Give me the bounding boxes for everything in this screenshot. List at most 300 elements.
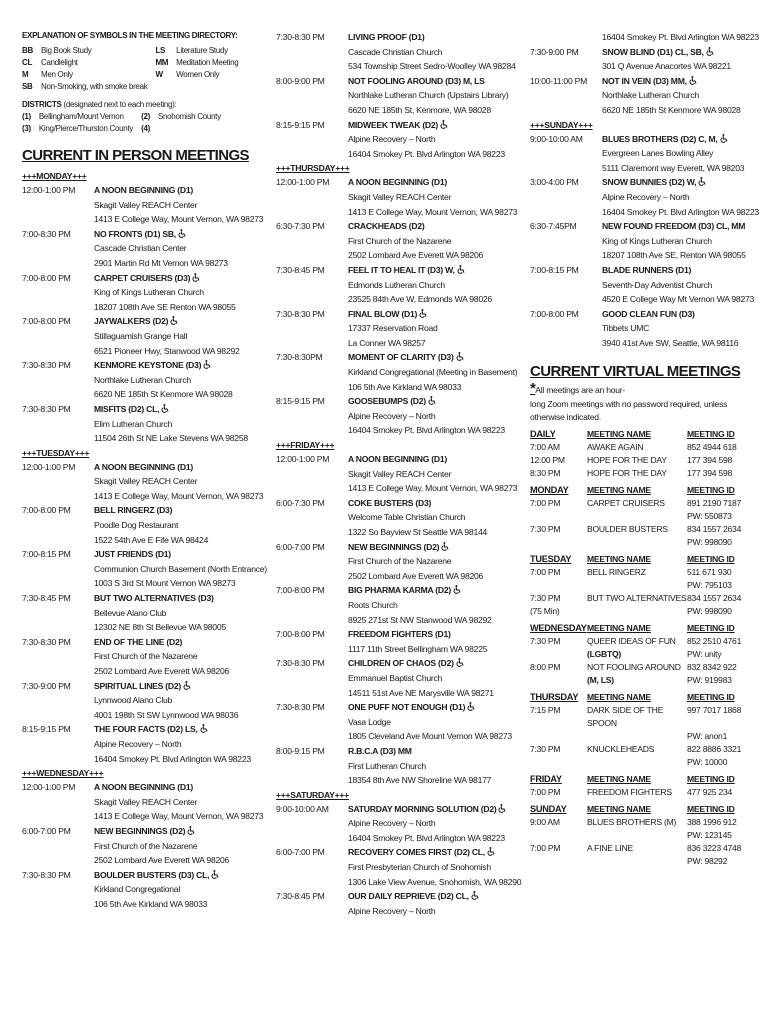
meeting-time: 12:00-1:00 PM [276,454,330,465]
meeting-list-col3 [530,30,759,350]
meeting-address-line: Kirkland Congregational [94,884,180,895]
virtual-note-inline: All meetings are an hour- [535,385,626,396]
legend-code-text: CL [22,58,33,67]
virtual-col-name-header: MEETING NAME [587,485,651,496]
meeting-address-line: Alpine Recovery – North [602,191,690,202]
meeting-details [602,175,759,219]
meeting-time: 7:00-8:15 PM [22,549,71,560]
meeting-entry [22,460,264,504]
meeting-address-line: 1522 54th Ave E Fife WA 98424 [94,534,209,545]
meeting-name-text: SPIRITUAL LINES (D2) [94,680,181,691]
legend-desc: Non-Smoking, with smoke break [40,82,148,91]
districts-heading: DISTRICTS [22,100,62,109]
virtual-col-id-header: MEETING ID [687,554,735,565]
virtual-meeting-row [530,523,755,536]
virtual-id: PW: anon1 [687,731,728,742]
virtual-id: PW: 919983 [687,675,732,686]
meeting-details [348,74,516,118]
meeting-time: 7:30-8:30 PM [22,360,71,371]
virtual-meeting-row [530,579,755,592]
meeting-name-text: NOT IN VEIN (D3) MM, [602,75,687,86]
meeting-name-text: A NOON BEGINNING (D1) [348,454,447,465]
meeting-name-text: BUT TWO ALTERNATIVES (D3) [94,593,214,604]
meeting-time: 7:00-8:00 PM [276,629,325,640]
meeting-name [94,183,263,198]
virtual-time: 7:30 PM [530,593,561,604]
meeting-name [94,547,267,562]
meeting-name-text: A NOON BEGINNING (D1) [94,185,193,195]
wheelchair-icon [456,352,464,361]
virtual-meeting-row [530,704,755,730]
meeting-name-text: ONE PUFF NOT ENOUGH (D1) [348,702,466,713]
meeting-name-text: THE FOUR FACTS (D2) LS, [94,724,198,735]
virtual-meeting-row [530,743,755,756]
in-person-title: CURRENT IN PERSON MEETINGS [22,147,249,164]
meeting-name [94,314,257,329]
legend-code-text: (2) [141,112,150,121]
virtual-name [587,510,687,523]
meeting-address-line: King of Kings Lutheran Church [602,235,712,246]
meeting-details [348,394,516,438]
virtual-col-name-header: MEETING NAME [587,804,651,815]
wheelchair-icon [203,360,211,369]
meeting-details [602,45,755,74]
meeting-name-text: MIDWEEK TWEAK (D2) [348,119,439,130]
legend-desc: Meditation Meeting [176,58,239,67]
meeting-address-line: 1413 E College Way, Mount Vernon, WA 98273 [348,206,518,217]
meeting-entry [276,30,516,74]
meeting-details [348,118,516,162]
virtual-id: 822 8886 3321 [687,744,742,755]
meeting-name-text: KENMORE KEYSTONE (D3) [94,360,202,371]
legend-code [141,123,158,135]
meeting-address-line: Northlake Lutheran Church [602,90,699,101]
legend-row [22,123,229,135]
meeting-entry [22,679,257,723]
meeting-address-line: Vasa Lodge [348,716,391,727]
meeting-address-line: First Church of the Nazarene [94,651,198,662]
virtual-time: 8:00 PM [530,662,561,673]
meeting-name [94,635,257,650]
virtual-id: PW: 795103 [687,580,732,591]
meeting-name [602,175,759,190]
day-heading: +++SATURDAY+++ [276,789,349,800]
virtual-id: 177 394 598 [687,468,733,479]
virtual-meeting-row [530,816,755,829]
meeting-address-line: 1413 E College Way, Mount Vernon, WA 98273 [94,490,264,501]
virtual-col-name-header: MEETING NAME [587,692,651,703]
meeting-details [348,700,516,744]
wheelchair-icon [428,396,436,405]
meeting-time: 7:00-8:30 PM [22,228,71,239]
virtual-id: PW: 98292 [687,856,728,867]
meeting-name-text: NEW BEGINNINGS (D2) [348,541,440,552]
meeting-address-line: 17337 Reservation Road [348,323,438,334]
virtual-note: long Zoom meetings with no password required, unless otherwise indicated. [530,399,728,423]
meeting-name-text: MOMENT OF CLARITY (D3) [348,352,454,363]
meeting-address-line: First Presbyterian Church of Snohomish [348,862,491,873]
wheelchair-icon [187,826,195,835]
meeting-address-line: 3940 41st Ave SW, Seattle, WA 98116 [602,337,739,348]
meeting-entry [276,802,516,846]
virtual-day: SUNDAY [530,804,567,815]
wheelchair-icon [441,542,449,551]
meeting-address-line: First Church of the Nazarene [94,840,198,851]
meeting-name [348,889,516,904]
legend-desc: Literature Study [176,46,228,55]
virtual-day-header [530,622,755,635]
meeting-time: 7:00-8:00 PM [22,505,71,516]
virtual-time: 7:00 PM [530,843,561,854]
meeting-address-line: 18207 108th Ave SE, Renton WA 98055 [602,250,746,261]
meeting-entry [276,845,522,889]
meeting-name-text: BOULDER BUSTERS (D3) CL, [94,869,210,880]
meeting-entry [22,271,257,315]
virtual-name: BOULDER BUSTERS [587,524,668,535]
meeting-name-text: R.B.C.A (D3) MM [348,745,412,756]
virtual-name: HOPE FOR THE DAY [587,468,667,479]
virtual-name: BELL RINGERZ [587,567,646,578]
meeting-time: 8:15-9:15 PM [276,119,325,130]
meeting-details [348,889,516,918]
virtual-col-id-header: MEETING ID [687,623,735,634]
meeting-entry [276,219,516,263]
meeting-details [94,358,257,402]
meeting-details [348,350,517,394]
legend-desc: Candlelight [40,58,78,67]
meeting-entry [276,583,516,627]
meeting-name-text: A NOON BEGINNING (D1) [94,461,193,472]
meeting-time: 6:00-7:30 PM [276,497,325,508]
meeting-address-line: Communion Church Basement (North Entrance) [94,563,267,574]
meeting-time: 7:30-8:30 PM [276,702,325,713]
meeting-address-line: King of Kings Lutheran Church [94,287,204,298]
meeting-name-text: SNOW BUNNIES (D2) W, [602,177,697,188]
meeting-name [602,132,755,147]
virtual-id: 997 7017 1868 [687,705,742,716]
meeting-entry [22,868,257,912]
wheelchair-icon [178,229,186,238]
meeting-name [348,307,516,322]
legend-code-text: (1) [22,112,31,121]
meeting-name-text: BELL RINGERZ (D3) [94,505,173,516]
virtual-name: DARK SIDE OF THE SPOON [587,705,664,729]
legend-row [22,45,246,57]
virtual-col-id-header: MEETING ID [687,774,735,785]
meeting-entry [530,45,755,74]
legend-symbols [22,45,246,93]
wheelchair-icon [457,265,465,274]
meeting-address-line: 18354 8th Ave NW Shoreline WA 98177 [348,775,492,786]
meeting-entry [276,350,516,394]
meeting-name [348,540,516,555]
meeting-address-line: 6620 NE 185th St Kenmore WA 98028 [94,389,233,400]
virtual-col-name-header: MEETING NAME [587,774,651,785]
virtual-name [587,756,687,769]
meeting-entry [276,540,516,584]
wheelchair-icon [419,309,427,318]
virtual-time: 7:00 PM [530,498,561,509]
meeting-name [348,627,516,642]
meeting-name [348,30,516,45]
legend-desc: Women Only [176,70,220,79]
virtual-meeting-row [530,605,755,618]
day-heading: +++TUESDAY+++ [22,447,90,458]
meeting-name [348,845,521,860]
meeting-details [94,591,257,635]
column-3 [530,30,759,868]
meeting-details [348,175,517,219]
virtual-meeting-row [530,661,755,674]
virtual-name [587,536,687,549]
meeting-time: 8:15-9:15 PM [276,396,325,407]
meeting-name-text: A NOON BEGINNING (D1) [94,782,193,793]
legend-desc: Bellingham/Mount Vernon [38,112,124,121]
meeting-name [94,722,257,737]
meeting-time: 7:30-9:00 PM [530,46,579,57]
meeting-list-col1 [22,169,267,912]
legend-row [22,81,246,93]
meeting-time: 7:30-9:00 PM [22,680,71,691]
meeting-entry [276,889,516,918]
meeting-details [348,845,521,889]
meeting-name [94,402,257,417]
meeting-name [94,591,257,606]
meeting-address-line: 106 5th Ave Kirkland WA 98033 [348,381,462,392]
meeting-address-line: 6620 NE 185th St, Kenmore, WA 98028 [348,104,491,115]
meeting-address-line: Alpine Recovery – North [348,410,436,421]
meeting-entry [276,175,516,219]
virtual-name [587,829,687,842]
legend-code-text: BB [22,46,33,55]
legend-desc: Snohomish County [157,112,221,121]
virtual-day-header [530,691,755,704]
meeting-details [602,30,759,45]
virtual-day-header [530,484,755,497]
virtual-title-line [530,364,755,398]
meeting-name [94,503,257,518]
virtual-meeting-row [530,592,755,605]
meeting-details [94,547,267,591]
meeting-time: 12:00-1:00 PM [276,177,330,188]
meeting-address-line: Northlake Lutheran Church [94,374,191,385]
meeting-time: 7:30-8:30 PM [22,636,71,647]
virtual-title: CURRENT VIRTUAL MEETINGS * [530,363,741,398]
legend-code [22,57,41,69]
meeting-name [94,868,257,883]
meeting-name-text: NEW BEGINNINGS (D2) [94,825,186,836]
virtual-name: A FINE LINE [587,843,633,854]
meeting-name-text: LIVING PROOF (D1) [348,32,425,42]
virtual-time [530,648,587,661]
meeting-entry [530,132,755,176]
virtual-meeting-row [530,536,755,549]
virtual-col-name-header: MEETING NAME [587,429,651,440]
virtual-id: 832 8342 922 [687,662,737,673]
meeting-time: 7:00-8:00 PM [22,272,71,283]
virtual-time: 7:30 PM [530,636,561,647]
meeting-time: 7:30-8:30 PM [276,658,325,669]
meeting-details [94,780,263,824]
virtual-id: 852 2510 4761 [687,636,742,647]
meeting-time: 7:30-8:30 PM [276,32,325,42]
virtual-name: AWAKE AGAIN [587,442,644,453]
virtual-meeting-row [530,454,755,467]
meeting-address-line: 2502 Lombard Ave Everett WA 98206 [348,570,484,581]
meeting-details [94,227,257,271]
virtual-time: 7:00 PM [530,567,561,578]
meeting-details [602,263,755,307]
meeting-time: 7:30-8:30PM [276,352,323,363]
meeting-address-line: 2502 Lombard Ave Everett WA 98206 [348,250,484,261]
meeting-name-text: SNOW BLIND (D1) CL, SB, [602,46,704,57]
virtual-id: 836 3223 4748 [687,843,742,854]
meeting-details [348,219,516,263]
meeting-entry [530,74,755,118]
virtual-col-id-header: MEETING ID [687,429,735,440]
meeting-time: 7:00-8:00 PM [530,308,579,319]
meeting-time: 6:30-7:30 PM [276,221,325,232]
meeting-entry [276,627,516,656]
meeting-address-line: La Conner WA 98257 [348,337,426,348]
meeting-address-line: Skagit Valley REACH Center [94,476,198,487]
meeting-address-line: 1413 E College Way, Mount Vernon, WA 98273 [94,811,264,822]
meeting-name [348,219,516,234]
meeting-address-line: 534 Township Street Sedro-Woolley WA 98284 [348,61,516,72]
meeting-name [348,175,517,190]
wheelchair-icon [211,870,219,879]
meeting-details [348,744,516,788]
virtual-id: 852 4944 618 [687,442,737,453]
meeting-address-line: 1413 E College Way, Mount Vernon, WA 98273 [348,483,518,494]
meeting-time: 12:00-1:00 PM [22,461,76,472]
meeting-address-line: 1003 S 3rd St Mount Vernon WA 98273 [94,578,236,589]
meeting-address-line: 16404 Smokey Pt. Blvd Arlington WA 98223 [348,425,505,436]
meeting-name-text: CARPET CRUISERS (D3) [94,272,191,283]
virtual-time: 8:30 PM [530,468,561,479]
meeting-name-text: JUST FRIENDS (D1) [94,549,171,560]
legend-desc: King/Pierce/Thurston County [38,124,134,133]
legend-desc: Big Book Study [40,46,92,55]
virtual-meeting-row [530,648,755,661]
meeting-name-text: END OF THE LINE (D2) [94,636,183,647]
meeting-name [602,74,755,89]
meeting-name-text: NEW FOUND FREEDOM (D3) CL, MM [602,221,746,232]
meeting-entry [22,358,257,402]
legend-heading: EXPLANATION OF SYMBOLS IN THE MEETING DIRECTORY: [22,31,238,40]
meeting-address-line: Lynnwood Alano Club [94,695,173,706]
virtual-time: 7:30 PM [530,744,561,755]
meeting-name [348,74,516,89]
virtual-day-header [530,553,755,566]
virtual-day-header [530,773,755,786]
meeting-name-text: MISFITS (D2) CL, [94,403,160,414]
meeting-time: 9:00-10:00 AM [276,803,329,814]
meeting-details [94,402,257,446]
meeting-address-line: 1117 11th Street Bellingham WA 98225 [348,643,488,654]
meeting-time: 7:30-8:30 PM [22,403,71,414]
virtual-name: NOT FOOLING AROUND [587,662,681,673]
meeting-name [348,700,516,715]
meeting-time: 7:00-8:00 PM [276,585,325,596]
legend-code-text: M [22,70,29,79]
meeting-address-line: 6521 Pioneer Hwy, Stanwood WA 98292 [94,345,240,356]
meeting-name-text: CHILDREN OF CHAOS (D2) [348,658,454,669]
virtual-id: PW: 998090 [687,606,732,617]
virtual-meeting-row [530,855,755,868]
meeting-name [94,679,257,694]
wheelchair-icon [698,177,706,186]
meeting-entry [276,263,516,307]
wheelchair-icon [689,76,697,85]
legend-code [141,111,158,123]
meeting-address-line: Edmonds Lutheran Church [348,279,445,290]
meeting-address-line: 2502 Lombard Ave Everett WA 98206 [94,666,230,676]
meeting-name-text: NOT FOOLING AROUND (D3) M, LS [348,75,485,86]
meeting-time: 7:00-8:00 PM [22,316,71,327]
meeting-name [94,271,257,286]
districts-heading-line [22,99,257,111]
legend-row [22,111,229,123]
meeting-name-text: BLADE RUNNERS (D1) [602,264,692,275]
legend-row [22,69,246,81]
meeting-name-text: FEEL IT TO HEAL IT (D3) W, [348,264,455,275]
meeting-address-line: Skagit Valley REACH Center [348,468,452,479]
virtual-meeting-row [530,730,755,743]
meeting-time: 8:15-9:15 PM [22,724,71,735]
meeting-address-line: Skagit Valley REACH Center [348,191,452,202]
wheelchair-icon [456,658,464,667]
meeting-address-line: Northlake Lutheran Church (Upstairs Library) [348,90,509,101]
virtual-day-header [530,428,755,441]
meeting-address-line: Seventh-Day Adventist Church [602,279,713,290]
meeting-address-line: 106 5th Ave Kirkland WA 98033 [94,898,208,909]
meeting-address-line: Cascade Christian Church [348,46,443,57]
virtual-name [587,855,687,868]
meeting-entry [530,175,759,219]
meeting-name-text: BIG PHARMA KARMA (D2) [348,585,451,596]
meeting-details [348,583,516,627]
meeting-details [348,802,516,846]
wheelchair-icon [467,702,475,711]
virtual-name: QUEER IDEAS OF FUN [587,636,676,647]
meeting-entry [22,591,257,635]
meeting-entry [276,307,516,351]
meeting-entry [22,547,267,591]
virtual-time: 9:00 AM [530,817,560,828]
meeting-address-line: 6620 NE 185th St Kenmore WA 98028 [602,104,741,115]
meeting-time: 7:30-8:45 PM [276,891,325,902]
meeting-entry [276,496,516,540]
meeting-address-line: 23525 84th Ave W, Edmonds WA 98026 [348,294,492,305]
virtual-id: PW: 10000 [687,757,728,768]
virtual-meeting-row [530,674,755,687]
legend-desc [158,123,229,135]
day-heading: +++THURSDAY+++ [276,163,350,174]
virtual-col-id-header: MEETING ID [687,804,735,815]
meeting-time: 7:30-8:45 PM [22,593,71,604]
day-heading: +++SUNDAY+++ [530,119,593,130]
meeting-address-line: First Church of the Nazarene [348,556,452,567]
meeting-name-text: COKE BUSTERS (D3) [348,497,432,508]
day-heading: +++WEDNESDAY+++ [22,768,104,779]
meeting-details [348,307,516,351]
meeting-details [94,635,257,679]
legend-code [22,81,41,93]
meeting-address-line: Cascade Christian Center [94,243,187,254]
virtual-name: (LGBTQ) [587,649,622,660]
meeting-name [348,394,516,409]
